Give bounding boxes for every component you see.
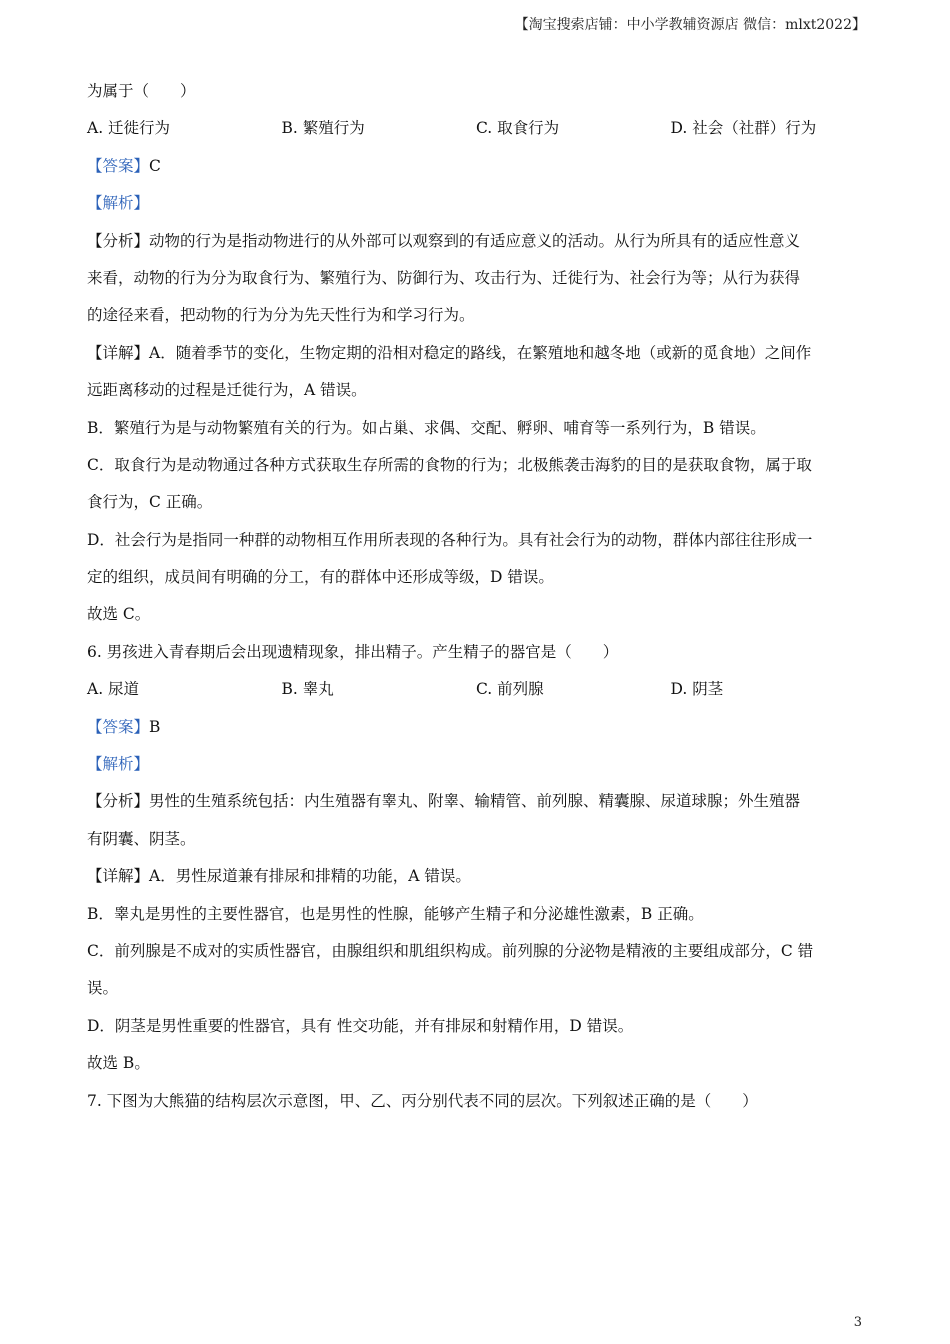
fenxi-tag: 【分析】: [87, 792, 150, 811]
q6-option-b: B. 睾丸: [281, 680, 334, 699]
q6-detail-line: C．前列腺是不成对的实质性器官，由腺组织和肌组织构成。前列腺的分泌物是精液的主要组成部分，C 错: [87, 941, 814, 960]
fenxi-tag: 【分析】: [87, 231, 150, 250]
q6-conclusion: 故选 B。: [87, 1054, 150, 1073]
q6-detail-line: D．阴茎是男性重要的性器官，具有 性交功能，并有排尿和射精作用，D 错误。: [87, 1016, 634, 1035]
q5-conclusion: 故选 C。: [87, 605, 151, 624]
q6-option-a: A. 尿道: [87, 680, 140, 699]
q6-stem: 6. 男孩进入青春期后会出现遗精现象，排出精子。产生精子的器官是（ ）: [87, 642, 619, 661]
q5-fenxi-line: 来看，动物的行为分为取食行为、繁殖行为、防御行为、攻击行为、迁徙行为、社会行为等；从行为获得: [87, 268, 801, 287]
detail-text: A．男性尿道兼有排尿和排精的功能，A 错误。: [149, 867, 471, 886]
q7-stem: 7. 下图为大熊猫的结构层次示意图，甲、乙、丙分别代表不同的层次。下列叙述正确的是（ ）: [87, 1091, 758, 1110]
q5-options: [87, 115, 865, 152]
detail-text: A．随着季节的变化，生物定期的沿相对稳定的路线，在繁殖地和越冬地（或新的觅食地）之间作: [149, 343, 812, 362]
answer-tag: 【答案】: [87, 156, 150, 175]
q6-fenxi-line: [87, 788, 865, 825]
q5-answer: [87, 153, 865, 190]
fenxi-text: 动物的行为是指动物进行的从外部可以观察到的有适应意义的活动。从行为所具有的适应性意义: [149, 231, 801, 250]
q6-answer: [87, 714, 865, 751]
xiangjie-tag: 【详解】: [87, 867, 150, 886]
q5-fenxi-line: 的途径来看，把动物的行为分为先天性行为和学习行为。: [87, 306, 475, 325]
q5-option-a: A. 迁徙行为: [87, 119, 171, 138]
page-header: 【淘宝搜索店铺：中小学教辅资源店 微信：mlxt2022】: [514, 17, 866, 33]
fenxi-text: 男性的生殖系统包括：内生殖器有睾丸、附睾、输精管、前列腺、精囊腺、尿道球腺；外生殖器: [149, 792, 801, 811]
q5-detail-line: B．繁殖行为是与动物繁殖有关的行为。如占巢、求偶、交配、孵卵、哺育等一系列行为，B 错误。: [87, 418, 766, 437]
q5-stem-tail: 为属于（ ）: [87, 82, 196, 100]
q5-option-b: B. 繁殖行为: [281, 119, 365, 138]
q6-fenxi-line: 有阴囊、阴茎。: [87, 829, 196, 848]
q5-detail-line: [87, 340, 865, 377]
q5-detail-line: 远距离移动的过程是迁徙行为，A 错误。: [87, 381, 367, 400]
q6-detail-line: B．睾丸是男性的主要性器官，也是男性的性腺，能够产生精子和分泌雄性激素，B 正确。: [87, 904, 704, 923]
q5-detail-line: C．取食行为是动物通过各种方式获取生存所需的食物的行为；北极熊袭击海豹的目的是获取食物，属于取: [87, 455, 812, 474]
q5-option-c: C. 取食行为: [476, 119, 560, 138]
q5-detail-line: 食行为，C 正确。: [87, 493, 213, 512]
answer-value: B: [149, 717, 161, 736]
q5-option-d: D. 社会（社群）行为: [670, 119, 817, 138]
page-number: 3: [853, 1315, 862, 1330]
q5-analysis-tag: 【解析】: [87, 194, 150, 213]
q6-detail-line: 误。: [87, 979, 119, 998]
q6-analysis-tag: 【解析】: [87, 755, 150, 774]
document-body: [87, 78, 865, 1125]
answer-value: C: [149, 156, 161, 175]
q6-option-d: D. 阴茎: [670, 680, 724, 699]
q6-detail-line: [87, 863, 865, 900]
xiangjie-tag: 【详解】: [87, 343, 150, 362]
q5-detail-line: D．社会行为是指同一种群的动物相互作用所表现的各种行为。具有社会行为的动物，群体内部往往形成一: [87, 530, 813, 549]
answer-tag: 【答案】: [87, 717, 150, 736]
q6-options: [87, 676, 865, 713]
q5-detail-line: 定的组织，成员间有明确的分工，有的群体中还形成等级，D 错误。: [87, 568, 554, 587]
q6-option-c: C. 前列腺: [476, 680, 544, 699]
q5-fenxi-line: [87, 228, 865, 265]
